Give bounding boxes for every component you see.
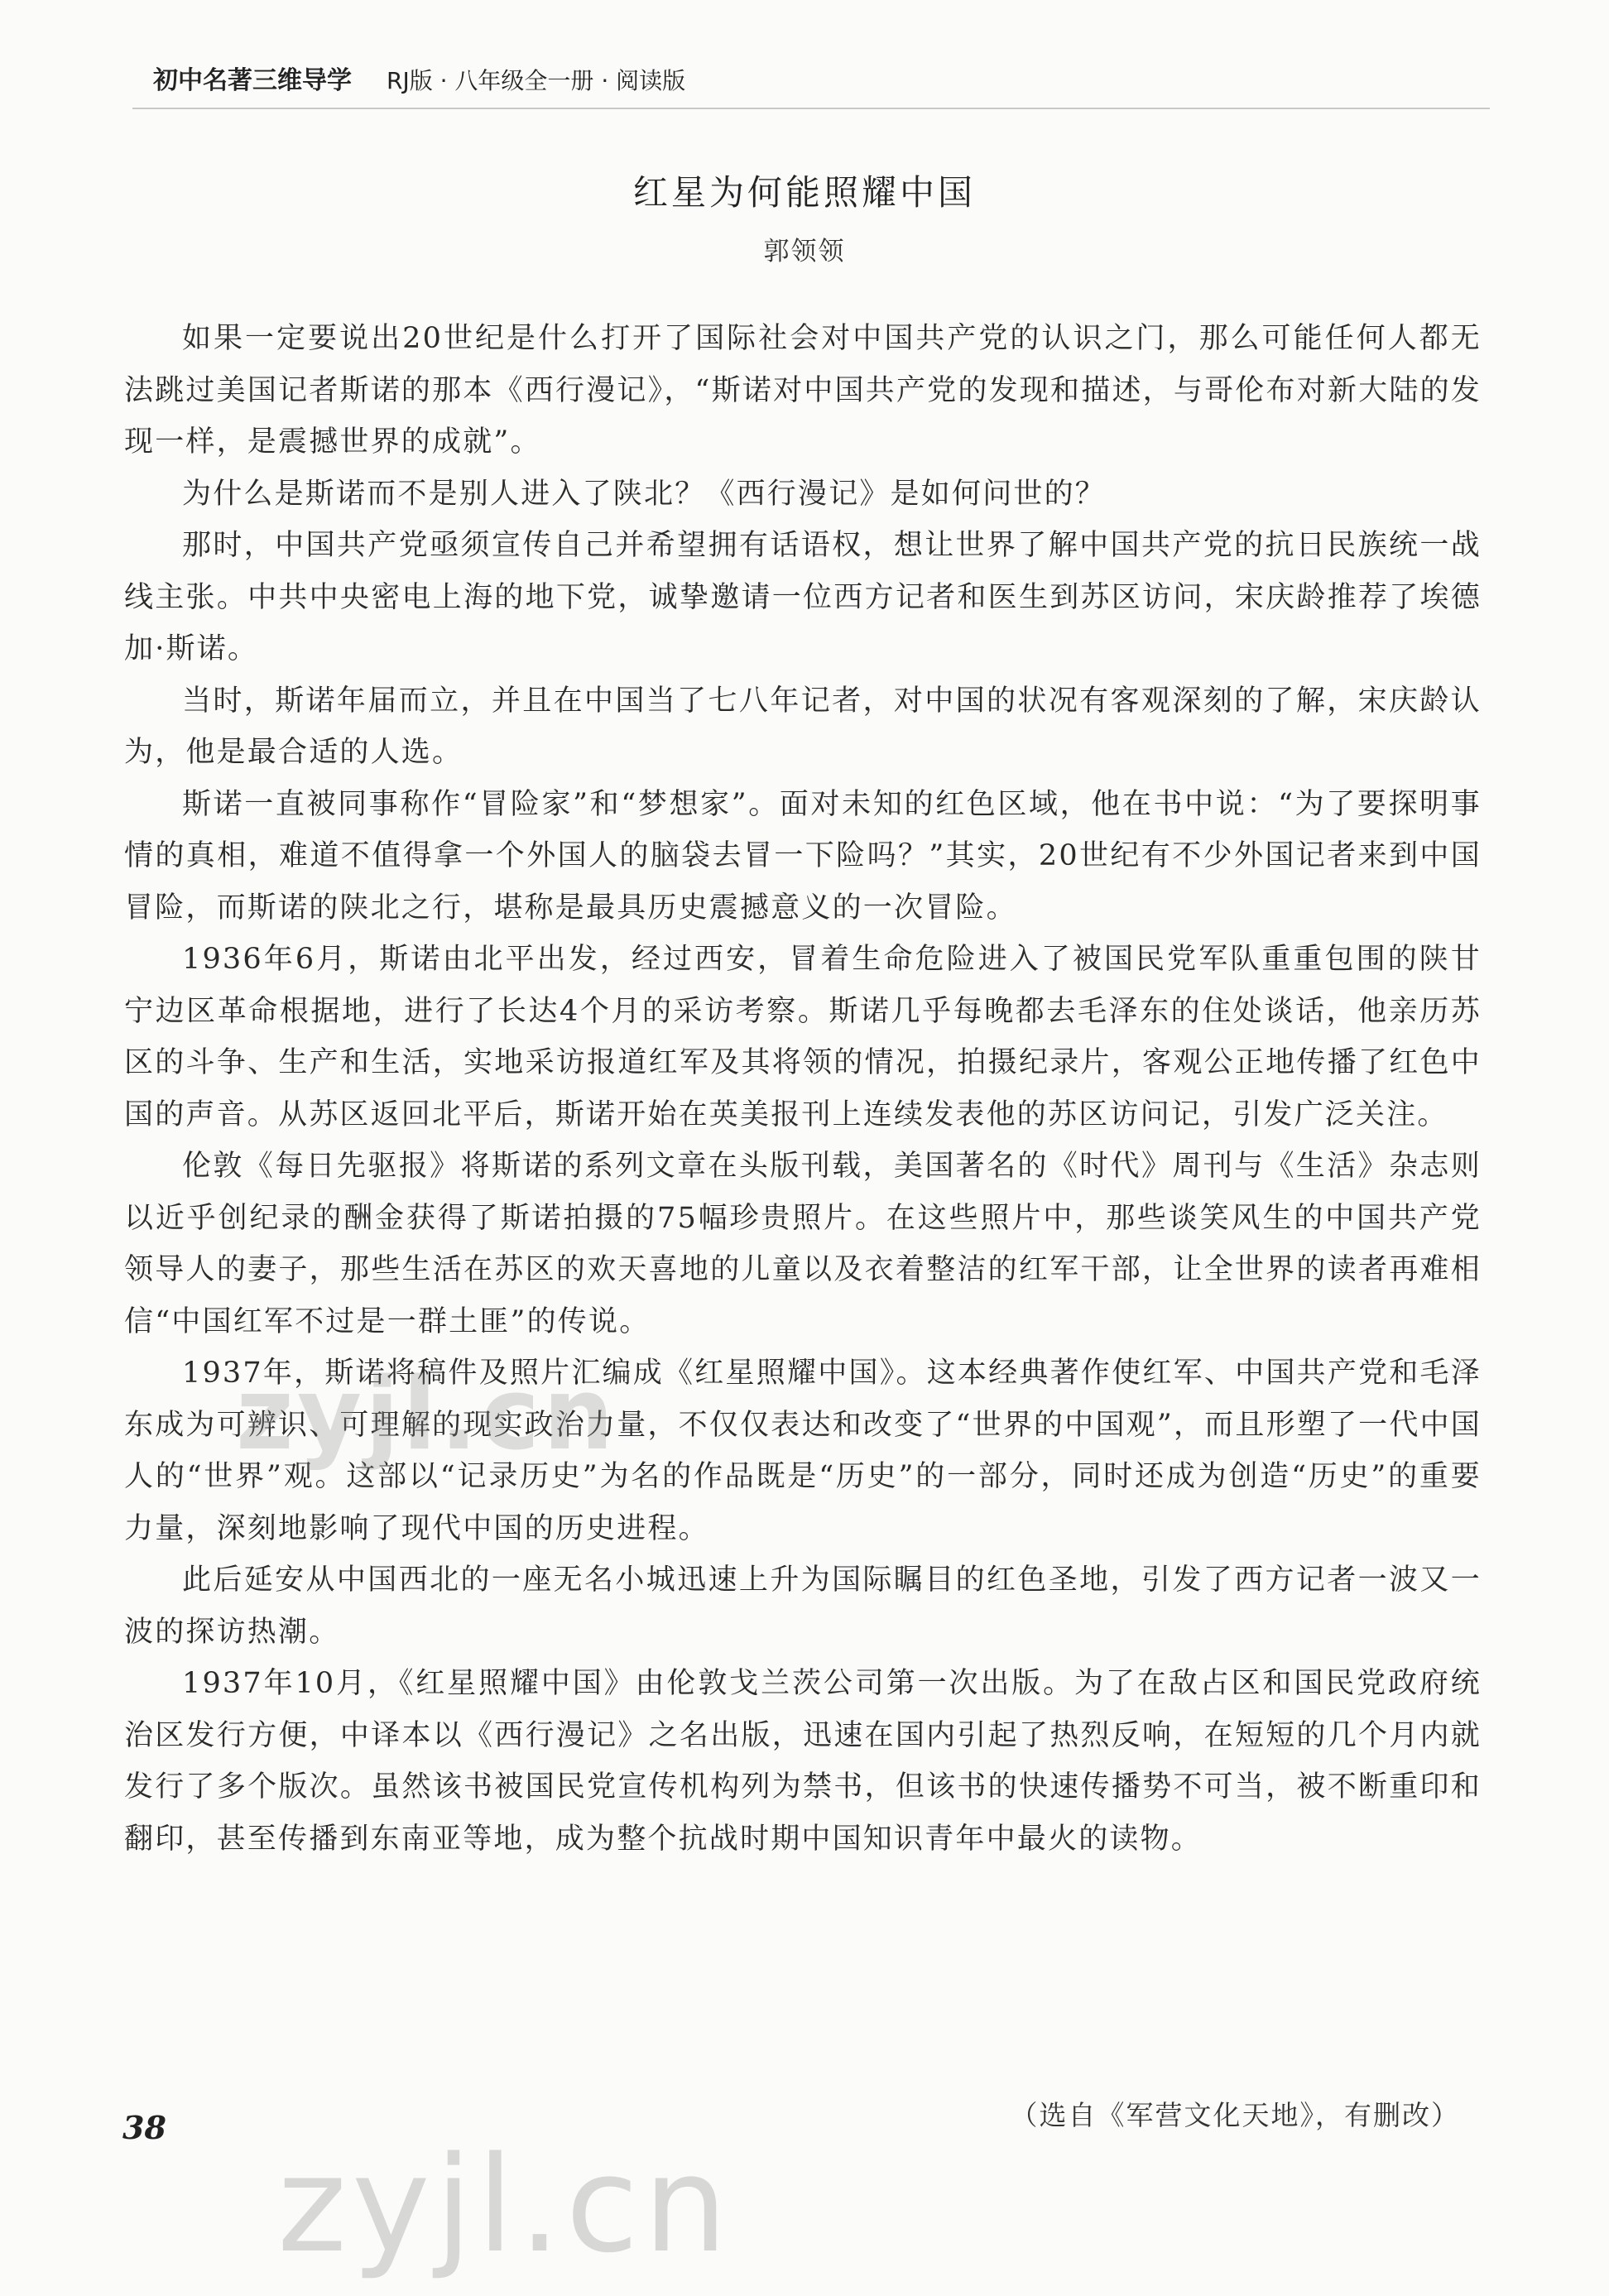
paragraph: 如果一定要说出20世纪是什么打开了国际社会对中国共产党的认识之门，那么可能任何人都无法跳过美国记者斯诺的那本《西行漫记》，“斯诺对中国共产党的发现和描述，与哥伦布对新大陆的发现一样，是震撼世界的成就”。 bbox=[124, 322, 1482, 459]
paragraph: 当时，斯诺年届而立，并且在中国当了七八年记者，对中国的状况有客观深刻的了解，宋庆龄认为，他是最合适的人选。 bbox=[124, 684, 1482, 769]
paragraph: 斯诺一直被同事称作“冒险家”和“梦想家”。面对未知的红色区域，他在书中说：“为了要探明事情的真相，难道不值得拿一个外国人的脑袋去冒一下险吗？”其实，20世纪有不少外国记者来到中国冒险，而斯诺的陕北之行，堪称是最具历史震撼意义的一次冒险。 bbox=[124, 787, 1482, 925]
running-header bbox=[153, 60, 685, 96]
article-author: 郭领领 bbox=[763, 237, 846, 267]
watermark-center: zyjl.cn bbox=[236, 1357, 617, 1472]
paragraph: 1936年6月，斯诺由北平出发，经过西安，冒着生命危险进入了被国民党军队重重包围的陕甘宁边区革命根据地，进行了长达4个月的采访考察。斯诺几乎每晚都去毛泽东的住处谈话，他亲历苏区的斗争、生产和生活，实地采访报道红军及其将领的情况，拍摄纪录片，客观公正地传播了红色中国的声音。从苏区返回北平后，斯诺开始在英美报刊上连续发表他的苏区访问记，引发广泛关注。 bbox=[124, 943, 1482, 1131]
paragraph: 伦敦《每日先驱报》将斯诺的系列文章在头版刊载，美国著名的《时代》周刊与《生活》杂志则以近乎创纪录的酬金获得了斯诺拍摄的75幅珍贵照片。在这些照片中，那些谈笑风生的中国共产党领导人的妻子，那些生活在苏区的欢天喜地的儿童以及衣着整洁的红军干部，让全世界的读者再难相信“中国红军不过是一群土匪”的传说。 bbox=[124, 1150, 1482, 1338]
paragraph: 此后延安从中国西北的一座无名小城迅速上升为国际瞩目的红色圣地，引发了西方记者一波又一波的探访热潮。 bbox=[124, 1563, 1482, 1649]
header-divider bbox=[132, 108, 1490, 109]
paragraph: 1937年，斯诺将稿件及照片汇编成《红星照耀中国》。这本经典著作使红军、中国共产党和毛泽东成为可辨识、可理解的现实政治力量，不仅仅表达和改变了“世界的中国观”，而且形塑了一代中国人的“世界”观。这部以“记录历史”为名的作品既是“历史”的一部分，同时还成为创造“历史”的重要力量，深刻地影响了现代中国的历史进程。 bbox=[124, 1357, 1482, 1545]
paragraph: 那时，中国共产党亟须宣传自己并希望拥有话语权，想让世界了解中国共产党的抗日民族统一战线主张。中共中央密电上海的地下党，诚挚邀请一位西方记者和医生到苏区访问，宋庆龄推荐了埃德加·斯诺。 bbox=[124, 529, 1482, 665]
article-title: 红星为何能照耀中国 bbox=[632, 172, 976, 213]
page-number: 38 bbox=[122, 2109, 166, 2146]
watermark-bottom: zyjl.cn bbox=[277, 2127, 732, 2282]
source-citation: （选自《军营文化天地》，有删改） bbox=[1010, 2099, 1460, 2131]
edition-label: RJ版 · 八年级全一册 · 阅读版 bbox=[387, 67, 686, 94]
paragraph: 为什么是斯诺而不是别人进入了陕北？《西行漫记》是如何问世的？ bbox=[182, 477, 1107, 511]
series-title: 初中名著三维导学 bbox=[153, 66, 352, 95]
paragraph: 1937年10月，《红星照耀中国》由伦敦戈兰茨公司第一次出版。为了在敌占区和国民党政府统治区发行方便，中译本以《西行漫记》之名出版，迅速在国内引起了热烈反响，在短短的几个月内就发行了多个版次。虽然该书被国民党宣传机构列为禁书，但该书的快速传播势不可当，被不断重印和翻印，甚至传播到东南亚等地，成为整个抗战时期中国知识青年中最火的读物。 bbox=[124, 1667, 1482, 1856]
article-body bbox=[124, 313, 1482, 1865]
